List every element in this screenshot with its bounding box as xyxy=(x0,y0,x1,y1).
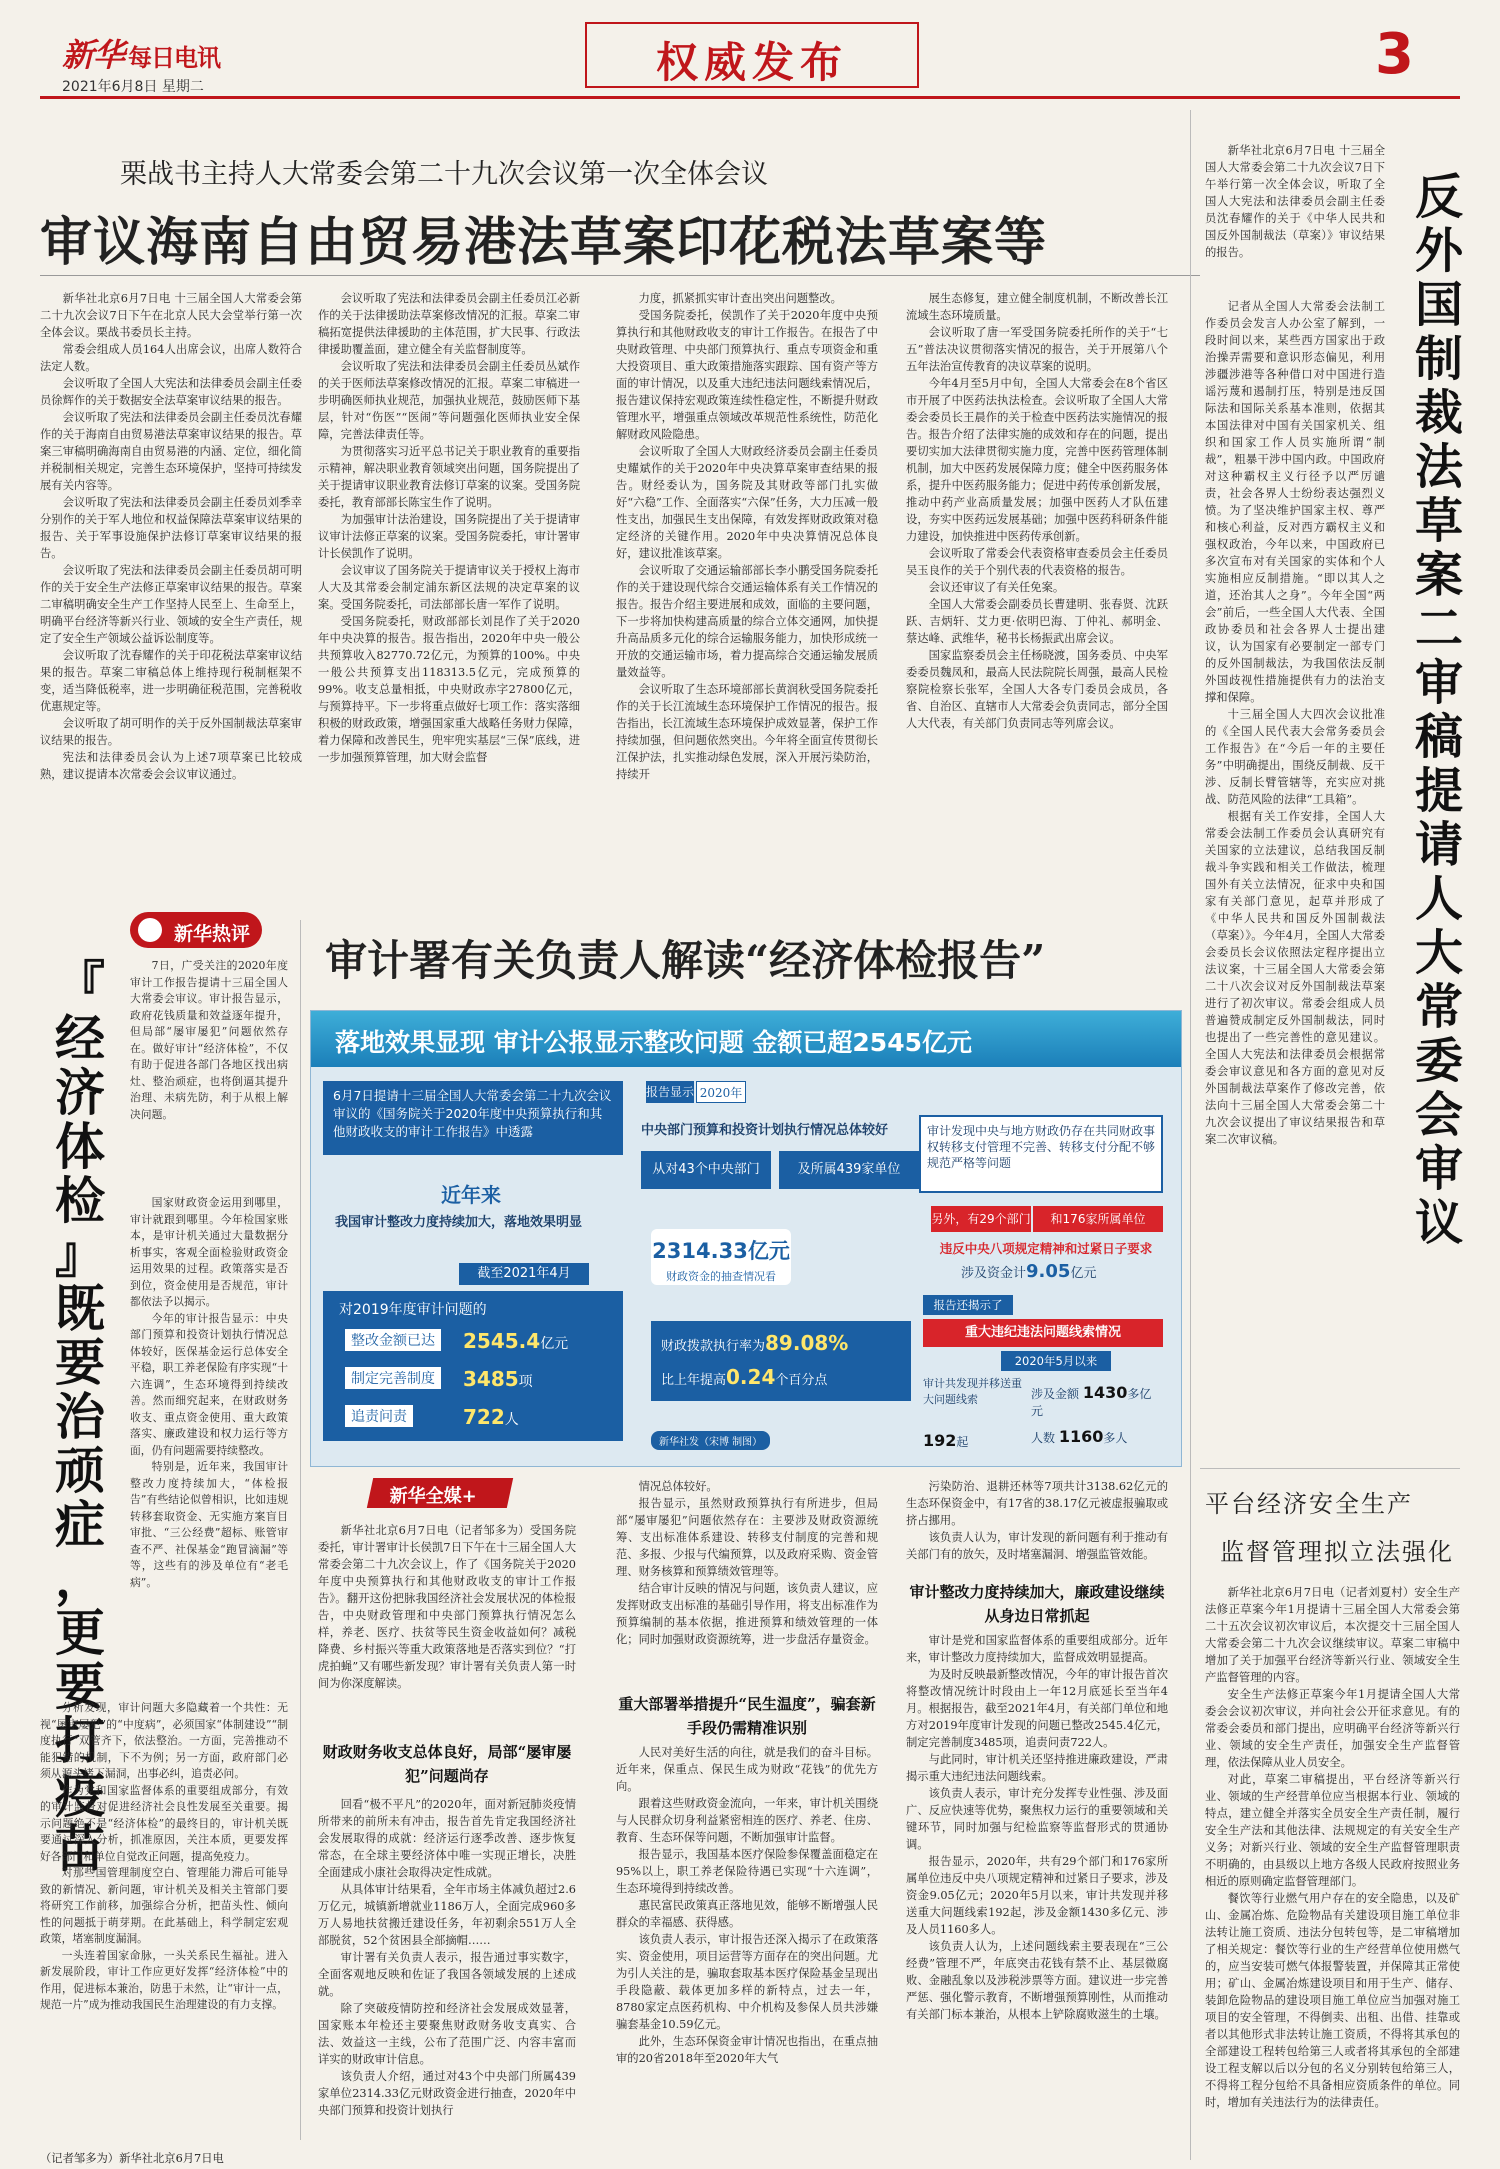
audit-col-c2 xyxy=(906,1632,1168,2023)
title-char: 更 xyxy=(55,1603,105,1662)
paragraph: 根据有关工作安排，全国人大常委会法制工作委员会认真研究有关国家的立法建议，总结我国反制裁斗争实践和相关工作做法，梳理国外有关立法情况，征求中央和国家有关部门意见，起草并形成了《中华人民共和国反外国制裁法（草案）》。今年4月，全国人大常委会委员长会议依照法定程序提出立法议案，十三届全国人大常委会第二十八次会议对反外国制裁法草案进行了初次审议。常委会组成人员普遍赞成制定反外国制裁法，同时也提出了一些完善性的意见建议。全国人大宪法和法律委员会根据常委会审议意见和各方面的意见对反外国制裁法草案作了修改完善，依法向十三届全国人大常委会第二十九次会议提出了审议结果报告和草案二次审议稿。 xyxy=(1205,810,1385,1146)
infographic-rate: 财政拨款执行率为89.08% 比上年提高0.24个百分点 xyxy=(651,1321,911,1401)
paragraph: 常委会组成人员164人出席会议，出席人数符合法定人数。 xyxy=(40,343,302,373)
title-char: 要 xyxy=(55,1333,105,1392)
paragraph: 报告显示，我国基本医疗保险参保覆盖面稳定在95%以上，职工养老保险待遇已实现“十六连调”，生态环境得到持续改善。 xyxy=(616,1848,878,1895)
title-char: 委 xyxy=(1414,1033,1463,1089)
paragraph: 国家监察委员会主任杨晓渡，国务委员、中央军委委员魏凤和，最高人民法院院长周强，最高人民检察院检察长张军，全国人大各专门委员会成员，各省、自治区、直辖市人大常委会负责同志，部分全国人大代表，有关部门负责同志等列席会议。 xyxy=(906,649,1168,730)
paragraph: 该负责人认为，上述问题线索主要表现在“三公经费”管理不严，年底突击花钱有禁不止、基层微腐败、金融乱象以及涉税涉票等方面。建议进一步完善严惩、强化警示教育，不断增强预算刚性，从而推动有关部门标本兼治，从根本上铲除腐败滋生的土壤。 xyxy=(906,1940,1168,2021)
paragraph: 会议审议了国务院关于提请审议关于授权上海市人大及其常委会制定浦东新区法规的决定草案的议案。受国务院委托，司法部部长唐一军作了说明。 xyxy=(318,564,580,611)
paragraph: 会议听取了胡可明作的关于反外国制裁法草案审议结果的报告。 xyxy=(40,717,302,747)
safety-rule xyxy=(1200,1468,1460,1469)
paragraph: 一头连着国家命脉，一头关系民生福祉。进入新发展阶段，审计工作应更好发挥“经济体检”中的作用，促进标本兼治，防患于未然，让“审计一点，规范一片”成为推动我国民生治理建设的有力支撑。 xyxy=(40,1948,288,2011)
paragraph: 人民对美好生活的向往，就是我们的奋斗目标。近年来，保重点、保民生成为财政“花钱”的优先方向。 xyxy=(616,1746,878,1793)
paragraph: 今年的审计报告显示：中央部门预算和投资计划执行情况总体较好，医保基金运行总体安全平稳，职工养老保险有序实现“十六连调”，生态环境得到持续改善。然而细究起来，在财政财务收支、重点资金使用、重大政策落实、廉政建设和权力运行等方面，仍有问题需要持续整改。 xyxy=(130,1311,288,1457)
audit-col-c xyxy=(906,1478,1168,1563)
paragraph: 对此，草案二审稿提出，平台经济等新兴行业、领域的生产经营单位应当根据本行业、领域的特点，建立健全并落实全员安全生产责任制，履行安全生产法和其他法律、法规规定的有关安全生产义务；对新兴行业、领域的安全生产监督管理职责不明确的，由县级以上地方各级人民政府按照业务相近的原则确定监督管理部门。 xyxy=(1205,1773,1460,1888)
section-banner: 权威发布 xyxy=(585,22,919,88)
paragraph: 审计署有关负责人表示，报告通过事实数字，全面客观地反映和佐证了我国各领域发展的上述成就。 xyxy=(318,1951,576,1998)
paragraph: 会议听取了唐一军受国务院委托所作的关于“七五”普法决议贯彻落实情况的报告，关于开展第八个五年法治宣传教育的决议草案的说明。 xyxy=(906,326,1168,373)
infographic-year-tag: 2020年 xyxy=(696,1081,746,1103)
paragraph: 分析发现，审计问题大多隐藏着一个共性：无视“屡审屡犯”的“中度病”，必须国家“体制建设”“制度执行”双管齐下，依法整治。一方面，完善推动不能犯错的机制，下不为例；另一方面，政府部门必须从源头堵下漏洞，出事必纠，追责必问。 xyxy=(40,1701,288,1780)
infographic-red-departments: 另外，有29个部门 xyxy=(931,1206,1031,1232)
title-char: 稿 xyxy=(1414,709,1463,765)
infographic-violation-line: 违反中央八项规定精神和过紧日子要求 xyxy=(939,1241,1153,1256)
top-story-kicker: 栗战书主持人大常委会第二十九次会议第一次全体会议 xyxy=(120,159,768,190)
title-char: 大 xyxy=(1414,925,1463,981)
title-char: 疫 xyxy=(55,1765,105,1824)
title-char: 审 xyxy=(1414,1141,1463,1197)
paragraph: 全国人大常委会副委员长曹建明、张春贤、沈跃跃、吉炳轩、艾力更·依明巴海、丁仲礼、郝明金、蔡达峰、武维华，秘书长杨振武出席会议。 xyxy=(906,598,1168,645)
paragraph: 该负责人认为，审计发现的新问题有利于推动有关部门有的放矢，及时堵塞漏洞、增强监管效能。 xyxy=(906,1531,1168,1561)
editorial-body-bot xyxy=(40,1700,288,2014)
paragraph: 会议听取了交通运输部部长李小鹏受国务院委托作的关于建设现代综合交通运输体系有关工作情况的报告。报告介绍主要进展和成效，面临的主要问题，下一步将加快构建高质量的综合立体交通网，加快提升高品质多元化的综合运输服务能力，加快形成统一开放的交通运输市场，着力提高综合交通运输发展质量效益等。 xyxy=(616,564,878,679)
title-char: 既 xyxy=(55,1279,105,1338)
infographic-cutoff: 截至2021年4月 xyxy=(459,1263,589,1285)
title-char: 会 xyxy=(1414,1087,1463,1143)
infographic-stats: 对2019年度审计问题的 整改金额已达 2545.4亿元 制定完善制度 3485项 追责问责 722人 xyxy=(323,1291,623,1441)
infographic-red-banner: 重大违纪违法问题线索情况 xyxy=(923,1319,1163,1347)
paragraph: 会议听取了宪法和法律委员会副主任委员沈春耀作的关于海南自由贸易港法草案审议结果的报告。草案三审稿明确海南自由贸易港的内涵、定位，细化简并税制相关规定，完善生态环境保护，坚持可持续发展有关内容等。 xyxy=(40,411,302,492)
title-char: 症 xyxy=(55,1495,105,1554)
title-char: 济 xyxy=(55,1063,105,1122)
title-char: 检 xyxy=(55,1171,105,1230)
paragraph: 此外，生态环保资金审计情况也指出，在重点抽审的20省2018年至2020年大气 xyxy=(616,2035,878,2065)
paragraph: 今年4月至5月中旬，全国人大常委会在8个省区市开展了中医药法执法检查。会议听取了全国人大常委会委员长王晨作的关于检查中医药法实施情况的报告。报告介绍了法律实施的成效和存在的问题，提出要切实加大法律贯彻实施力度，完善中医药管理体制机制，加大中医药发展保障力度；健全中医药服务体系，提升中医药服务能力；促进中药传承创新发展，推动中药产业高质量发展；加强中医药人才队伍建设，夯实中医药远发展基础；加强中医药科研条件能力建设，加快推进中医药传承创新。 xyxy=(906,377,1168,543)
paragraph: 特别是，近年来，我国审计整改力度持续加大，“体检报告”有些结论似曾相识，比如违规转移套取资金、无实施方案盲目审批、“三公经费”超标、账管审查不严、社保基金“跑冒滴漏”等等，这些有的涉及单位有“老毛病”。 xyxy=(130,1460,288,1589)
title-char: 顽 xyxy=(55,1441,105,1500)
audit-col-b2 xyxy=(616,1744,878,2067)
top-story-headline: 审议海南自由贸易港法草案印花税法草案等 xyxy=(40,212,1048,273)
issue-date: 2021年6月8日 星期二 xyxy=(62,79,204,95)
title-char: 议 xyxy=(1414,1195,1463,1251)
paragraph: 会议听取了宪法和法律委员会副主任委员刘季幸分别作的关于军人地位和权益保障法草案审议结果的报告、关于军事设施保护法修订草案审议结果的报告。 xyxy=(40,496,302,560)
paragraph: 国家财政资金运用到哪里，审计就跟到哪里。今年检国家账本，是审计机关通过大量数据分析事实，客观全面检验财政资金运用效果的过程。政策落实是否到位，资金使用是否规范，审计都依法予以揭示。 xyxy=(130,1196,288,1308)
paragraph: 会议听取了宪法和法律委员会副主任委员胡可明作的关于安全生产法修正草案审议结果的报告。草案二审稿明确安全生产工作坚持人民至上、生命至上，明确平台经济等新兴行业、领域的安全生产责任，规定了安全生产领域公益诉讼制度等。 xyxy=(40,564,302,645)
right-story-body xyxy=(1205,298,1385,1148)
title-char: 要 xyxy=(55,1657,105,1716)
paragraph: 为贯彻落实习近平总书记关于职业教育的重要指示精神，解决职业教育领域突出问题，国务院提出了关于提请审议职业教育法修订草案的议案。受国务院委托，教育部部长陈宝生作了说明。 xyxy=(318,445,580,509)
paragraph: 为加强审计法治建设，国务院提出了关于提请审议审计法修正草案的议案。受国务院委托，审计署审计长侯凯作了说明。 xyxy=(318,513,580,560)
audit-infographic xyxy=(310,1010,1182,1467)
paragraph: 新华社北京6月7日电 十三届全国人大常委会第二十九次会议7日下午在北京人民大会堂举行第一次全体会议。栗战书委员长主持。 xyxy=(40,292,302,339)
title-char: 裁 xyxy=(1414,385,1463,441)
title-char: 』 xyxy=(55,1225,105,1284)
title-char: ， xyxy=(55,1549,105,1608)
top-story-col-3 xyxy=(616,290,878,783)
audit-story-intro: 新华社北京6月7日电（记者邹多为）受国务院委托，审计署审计长侯凯7日下午在十三届全国人大常委会第二十九次会议上，作了《国务院关于2020年度中央预算执行和其他财政收支的审计工作报告》。翻开这份把脉我国经济社会发展状况的体检报告，中央财政管理和中央部门预算执行情况怎么样，养老、医疗、扶贫等民生资金收益如何？减税降费、乡村振兴等重大政策落地是否落实到位？“打虎拍蝇”又有哪些新发现？审计署有关负责人第一时间为你深度解读。 xyxy=(318,1524,576,1690)
title-char: 苗 xyxy=(55,1819,105,1878)
paragraph: 展生态修复，建立健全制度机制，不断改善长江流域生态环境质量。 xyxy=(906,292,1168,322)
title-char: 国 xyxy=(1414,277,1463,333)
paragraph: 餐饮等行业燃气用户存在的安全隐患，以及矿山、金属冶炼、危险物品有关建设项目施工单位非法转让施工资质、违法分包转包等，是二审稿增加了相关规定：餐饮等行业的生产经营单位使用燃气的，应当安装可燃气体报警装置，并保障其正常使用；矿山、金属冶炼建设项目和用于生产、储存、装卸危险物品的建设项目施工单位应当加强对施工项目的安全管理，不得倒卖、出租、出借、挂靠或者以其他形式非法转让施工资质，不得将其承包的全部建设工程转包给第三人或者将其承包的全部建设工程支解以后以分包的名义分别转包给第三人，不得将工程分包给不具备相应资质条件的单位。同时，增加有关违法行为的法律责任。 xyxy=(1205,1892,1460,2109)
safety-kicker-2: 监督管理拟立法强化 xyxy=(1220,1538,1454,1566)
infographic-right-box: 审计发现中央与地方财政仍存在共同财政事权转移支付管理不完善、转移支付分配不够规范严格等问题 xyxy=(919,1115,1163,1193)
paragraph: 结合审计反映的情况与问题，该负责人建议，应发挥财政支出标准的基础引导作用，将支出标准作为预算编制的基本依据，推进预算和绩效管理的一体化；同时加强财政资源统筹，进一步盘活存量资金。 xyxy=(616,1582,878,1646)
infographic-clue-grid: 审计共发现并移送重大问题线索 192起 涉及金额 1430多亿元 人数 1160多人 xyxy=(923,1377,1152,1450)
infographic-credit: 新华社发（宋博 制图） xyxy=(651,1431,770,1450)
safety-story-body xyxy=(1205,1584,1460,2111)
audit-subhead-1: 财政财务收支总体良好，局部“屡审屡犯”问题尚存 xyxy=(322,1743,572,1785)
infographic-report-tag: 报告显示 xyxy=(646,1081,694,1103)
infographic-red-units: 和176家所属单位 xyxy=(1033,1206,1163,1232)
stats-title: 对2019年度审计问题的 xyxy=(339,1302,487,1318)
audit-col-a xyxy=(318,1796,576,2119)
paragraph: 会议听取了全国人大财政经济委员会副主任委员史耀斌作的关于2020年中央决算草案审查结果的报告。财经委认为，国务院及其财政等部门扎实做好“六稳”工作、全面落实“六保”任务，大力压减一般性支出，加强民生支出保障，有效发挥财政政策对稳定经济的关键作用。2020年中央决算情况总体良好，建议批准该草案。 xyxy=(616,445,878,560)
infographic-period: 2020年5月以来 xyxy=(1001,1351,1111,1371)
title-char: 制 xyxy=(1414,331,1463,387)
paragraph: 该负责人表示，审计报告还深入揭示了在政策落实、资金使用，项目运营等方面存在的突出问题。尤为引人关注的是，骗取套取基本医疗保险基金呈现出手段隐蔽、载体更加多样的新特点，过去一年，8780家定点医药机构、中介机构及参保人员共涉嫌骗套基金10.59亿元。 xyxy=(616,1933,878,2031)
paragraph: 会议听取了常委会代表资格审查委员会主任委员吴玉良作的关于个别代表的代表资格的报告。 xyxy=(906,547,1168,577)
xinhua-tag-icon xyxy=(138,918,162,942)
audit-story-headline: 审计署有关负责人解读“经济体检报告” xyxy=(325,936,1046,985)
editorial-rule xyxy=(300,920,301,2140)
paragraph: 力度，抓紧抓实审计查出突出问题整改。 xyxy=(638,292,842,305)
infographic-fund: 涉及资金计9.05亿元 xyxy=(961,1261,1097,1282)
paragraph: 会议听取了沈春耀作的关于印花税法草案审议结果的报告。草案二审稿总体上维持现行税制框架不变，适当降低税率，进一步明确征税范围，完善税收优惠规定等。 xyxy=(40,649,302,713)
title-char: 草 xyxy=(1414,493,1463,549)
infographic-units: 及所属439家单位 xyxy=(779,1151,919,1189)
paragraph: 宪法和法律委员会认为上述7项草案已比较成熟，建议提请本次常委会会议审议通过。 xyxy=(40,751,302,781)
paragraph: 从具体审计结果看，全年市场主体减负超过2.6万亿元，城镇新增就业1186万人，全面完成960多万人易地扶贫搬迁建设任务，年初剩余551万人全部脱贫，52个贫困县全部摘帽…… xyxy=(318,1883,576,1947)
paragraph: 回看“极不平凡”的2020年，面对新冠肺炎疫情所带来的前所未有冲击，报告首先肯定我国经济社会发展取得的成就：经济运行逐季改善、逐步恢复常态，在全球主要经济体中唯一实现正增长，决胜全面建成小康社会取得决定性成就。 xyxy=(318,1798,576,1879)
xinhua-quick-tag: 新华全媒+ xyxy=(367,1478,513,1508)
paragraph: 作为党和国家监督体系的重要组成部分，有效的审计监督对促进经济社会良性发展至关重要。揭示问题绝不是“经济体检”的最终目的，审计机关既要通过深入分析，抓准原因，关注本质，更要发挥好各部门和单位自觉改正问题，提高免疫力。 xyxy=(40,1783,288,1863)
editorial-tag: 新华热评 xyxy=(130,912,262,948)
paragraph: 安全生产法修正草案今年1月提请全国人大常委会会议初次审议，并向社会公开征求意见。有的常委会委员和部门提出，应明确平台经济等新兴行业、领域的安全生产责任，加强安全生产监督管理，依法保障从业人员安全。 xyxy=(1205,1688,1460,1769)
editorial-body-top: 7日，广受关注的2020年度审计工作报告提请十三届全国人大常委会审议。审计报告显示，政府花钱质量和效益逐年提升，但局部“屡审屡犯”问题依然存在。做好审计“经济体检”，不仅有助于促进各部门各地区找出病灶、整治顽症，也将倒逼其提升治理、未病先防，利于从根上解决问题。 xyxy=(130,959,288,1121)
headline-rule xyxy=(40,275,1200,276)
right-story-vertical-title xyxy=(1398,170,1480,1250)
paragraph: 十三届全国人大四次会议批准的《全国人民代表大会常务委员会工作报告》在“今后一年的主要任务”中明确提出，围绕反制裁、反干涉、反制长臂管辖等，充实应对挑战、防范风险的法律“工具箱”。 xyxy=(1205,708,1385,806)
column-rule xyxy=(1190,110,1191,2160)
title-char: 法 xyxy=(1414,439,1463,495)
title-char: 外 xyxy=(1414,223,1463,279)
infographic-reveal-tag: 报告还揭示了 xyxy=(923,1295,1013,1315)
title-char: 治 xyxy=(55,1387,105,1446)
title-char: 反 xyxy=(1414,169,1463,225)
paragraph: 报告显示，虽然财政预算执行有所进步，但局部“屡审屡犯”问题依然存在：主要涉及财政资源统筹、支出标准体系建设、转移支付制度的完善和规范、多报、少报与代编预算，以及政府采购、资金管理、财务核算和预算绩效管理等。 xyxy=(616,1497,878,1578)
paragraph: 会议听取了宪法和法律委员会副主任委员丛斌作的关于医师法草案修改情况的汇报。草案二审稿进一步明确医师执业规范，加强执业规范，鼓励医师下基层，针对“伤医”“医闹”等问题强化医师执业安全保障，完善法律责任等。 xyxy=(318,360,580,441)
title-char: 提 xyxy=(1414,763,1463,819)
paragraph: 惠民富民政策真正落地见效，能够不断增强人民群众的幸福感、获得感。 xyxy=(616,1899,878,1929)
audit-col-b xyxy=(616,1478,878,1648)
top-story-col-1 xyxy=(40,290,302,783)
top-story-col-2 xyxy=(318,290,580,766)
paragraph: 跟着这些财政资金流向，一年来，审计机关围绕与人民群众切身利益紧密相连的医疗、养老、住房、教育、生态环保等问题，不断加强审计监督。 xyxy=(616,1797,878,1844)
paragraph: 污染防治、退耕还林等7项共计3138.62亿元的生态环保资金中，有17省的38.17亿元被虚报骗取或挤占挪用。 xyxy=(906,1480,1168,1527)
top-rule xyxy=(40,96,1460,99)
title-char: 『 xyxy=(55,955,105,1014)
safety-kicker-1: 平台经济安全生产 xyxy=(1205,1490,1413,1518)
title-char: 人 xyxy=(1414,871,1463,927)
paragraph: 除了突破疫情防控和经济社会发展成效显著，国家账本年检还主要聚焦财政财务收支真实、合法、效益这一主线，公布了范围广泛、内容丰富而详实的财政审计信息。 xyxy=(318,2002,576,2066)
infographic-mid-desc: 中央部门预算和投资计划执行情况总体较好 xyxy=(641,1123,889,1138)
paragraph: 会议听取了宪法和法律委员会副主任委员江必新作的关于法律援助法草案修改情况的汇报。草案二审稿拓宽提供法律援助的主体范围，扩大民事、行政法律援助覆盖面，建立健全有关监督制度等。 xyxy=(318,292,580,356)
paragraph: 该负责人表示，审计充分发挥专业性强、涉及面广、反应快速等优势，聚焦权力运行的重要领域和关键环节，同时加强与纪检监察等监督形式的贯通协调。 xyxy=(906,1787,1168,1851)
paragraph: 该负责人介绍，通过对43个中央部门所属439家单位2314.33亿元财政资金进行抽查，2020年中央部门预算和投资计划执行 xyxy=(318,2070,576,2117)
editorial-body-mid xyxy=(130,1195,288,1591)
infographic-near-years: 近年来 xyxy=(441,1183,501,1207)
masthead xyxy=(0,0,1500,98)
title-char: 常 xyxy=(1414,979,1463,1035)
top-story-col-4 xyxy=(906,290,1168,732)
title-char: 二 xyxy=(1414,601,1463,657)
paragraph: 受国务院委托，财政部部长刘昆作了关于2020年中央决算的报告。报告指出，2020年中央一般公共预算收入82770.72亿元，为预算的100%。中央一般公共预算支出118313.5亿元，完成预算的99%。收支总量相抵，中央财政赤字27800亿元，与预算持平。下一步将重点做好七项工作：落实落细积极的财政政策，增强国家重大战略任务财力保障，着力保障和改善民生，兜牢兜实基层“三保”底线，进一步加强预算管理，加大财会监督 xyxy=(318,615,580,764)
audit-subhead-3: 审计整改力度持续加大，廉政建设继续从身边日常抓起 xyxy=(909,1583,1165,1625)
paragraph: 会议听取了全国人大宪法和法律委员会副主任委员徐辉作的关于数据安全法草案审议结果的报告。 xyxy=(40,377,302,407)
title-char: 体 xyxy=(55,1117,105,1176)
title-char: 请 xyxy=(1414,817,1463,873)
infographic-intro: 6月7日提请十三届全国人大常委会第二十九次会议审议的《国务院关于2020年度中央预算执行和其他财政收支的审计工作报告》中透露 xyxy=(323,1081,623,1155)
title-char: 经 xyxy=(55,1009,105,1068)
paragraph: 会议听取了生态环境部部长黄润秋受国务院委托作的关于长江流域生态环境保护工作情况的报告。报告指出，长江流域生态环境保护成效显著，保护工作持续加强，但问题依然突出。今年将全面宣传贯彻长江保护法，扎实推动绿色发展，深入开展污染防治，持续开 xyxy=(616,683,878,781)
page-number: 3 xyxy=(1375,22,1414,87)
infographic-banner: 落地效果显现 审计公报显示整改问题 金额已超2545亿元 xyxy=(311,1011,1181,1067)
paragraph: 为及时反映最新整改情况，今年的审计报告首次将整改情况统计时段由上一年12月底延长至当年4月。根据报告，截至2021年4月，有关部门单位和地方对2019年度审计发现的问题已整改2545.4亿元，制定完善制度3485项，追责问责722人。 xyxy=(906,1668,1168,1749)
infographic-departments: 从对43个中央部门 xyxy=(641,1151,771,1189)
audit-subhead-2: 重大部署举措提升“民生温度”，骗套新手段仍需精准识别 xyxy=(618,1695,876,1737)
right-story-lead: 新华社北京6月7日电 十三届全国人大常委会第二十九次会议7日下午举行第一次全体会议，听取了全国人大宪法和法律委员会副主任委员沈春耀作的关于《中华人民共和国反外国制裁法（草案）》审议结果的报告。 xyxy=(1205,144,1385,259)
title-char: 案 xyxy=(1414,547,1463,603)
paragraph: 新华社北京6月7日电（记者刘夏村）安全生产法修正草案今年1月提请十三届全国人大常委会第二十五次会议初次审议后，本次提交十三届全国人大常委会第二十九次会议继续审议。草案二审稿中增加了关于加强平台经济等新兴行业、领域安全生产监督管理的内容。 xyxy=(1205,1586,1460,1684)
paragraph: 情况总体较好。 xyxy=(638,1480,718,1493)
paragraph: 受国务院委托，侯凯作了关于2020年度中央预算执行和其他财政收支的审计工作报告。在报告了中央财政管理、中央部门预算执行、重点专项资金和重大投资项目、重大政策措施落实跟踪、国有资产等方面的审计情况，以及重大违纪违法问题线索情况后，报告建议保持宏观政策连续性稳定性，不断提升财政管理水平，增强重点领域改革规范性系统性，防范化解财政风险隐患。 xyxy=(616,309,878,441)
paragraph: 报告显示，2020年，共有29个部门和176家所属单位违反中央八项规定精神和过紧日子要求，涉及资金9.05亿元；2020年5月以来，审计共发现并移送重大问题线索192起，涉及金额1430多亿元、涉及人员1160多人。 xyxy=(906,1855,1168,1936)
title-char: 审 xyxy=(1414,655,1463,711)
paragraph: 与此同时，审计机关还坚持推进廉政建设，严肃揭示重大违纪违法问题线索。 xyxy=(906,1753,1168,1783)
newspaper-logo: 新华 每日电讯 xyxy=(62,36,221,74)
infographic-money: 2314.33亿元 财政资金的抽查情况看 xyxy=(651,1229,791,1285)
paragraph: 记者从全国人大常委会法制工作委员会发言人办公室了解到，一段时间以来，某些西方国家出于政治操弄需要和意识形态偏见，利用涉疆涉港等各种借口对中国进行造谣污蔑和遏制打压，特别是违反国际法和国际关系基本准则，依据其本国法律对中国有关国家机关、组织和国家工作人员实施所谓“制裁”，粗暴干涉中国内政。中国政府对这种霸权主义行径予以严厉谴责，社会各界人士纷纷表达强烈义愤。为了坚决维护国家主权、尊严和核心利益，反对西方霸权主义和强权政治，今年以来，中国政府已多次宣布对有关国家的实体和个人实施相应反制措施。“即以其人之道，还治其人之身”。今年全国“两会”前后，一些全国人大代表、全国政协委员和社会各界人士提出建议，认为国家有必要制定一部专门的反外国制裁法，为我国依法反制外国歧视性措施提供有力的法治支撑和保障。 xyxy=(1205,300,1385,704)
title-char: 打 xyxy=(55,1711,105,1770)
paragraph: 对那些国管理制度空白、管理能力滞后可能导致的新情况、新问题，审计机关及相关主管部门要将研究工作前移，加强综合分析，把苗头性、倾向性的问题抵于萌芽期。在此基础上，科学制定宏观政策，堵塞制度漏洞。 xyxy=(40,1866,288,1945)
paragraph: 会议还审议了有关任免案。 xyxy=(928,581,1065,594)
editorial-credit: （记者邹多为）新华社北京6月7日电 xyxy=(40,2152,224,2165)
infographic-near-sub: 我国审计整改力度持续加大，落地效果明显 xyxy=(335,1215,583,1230)
paragraph: 审计是党和国家监督体系的重要组成部分。近年来，审计整改力度持续加大，监督成效明显提高。 xyxy=(906,1634,1168,1664)
